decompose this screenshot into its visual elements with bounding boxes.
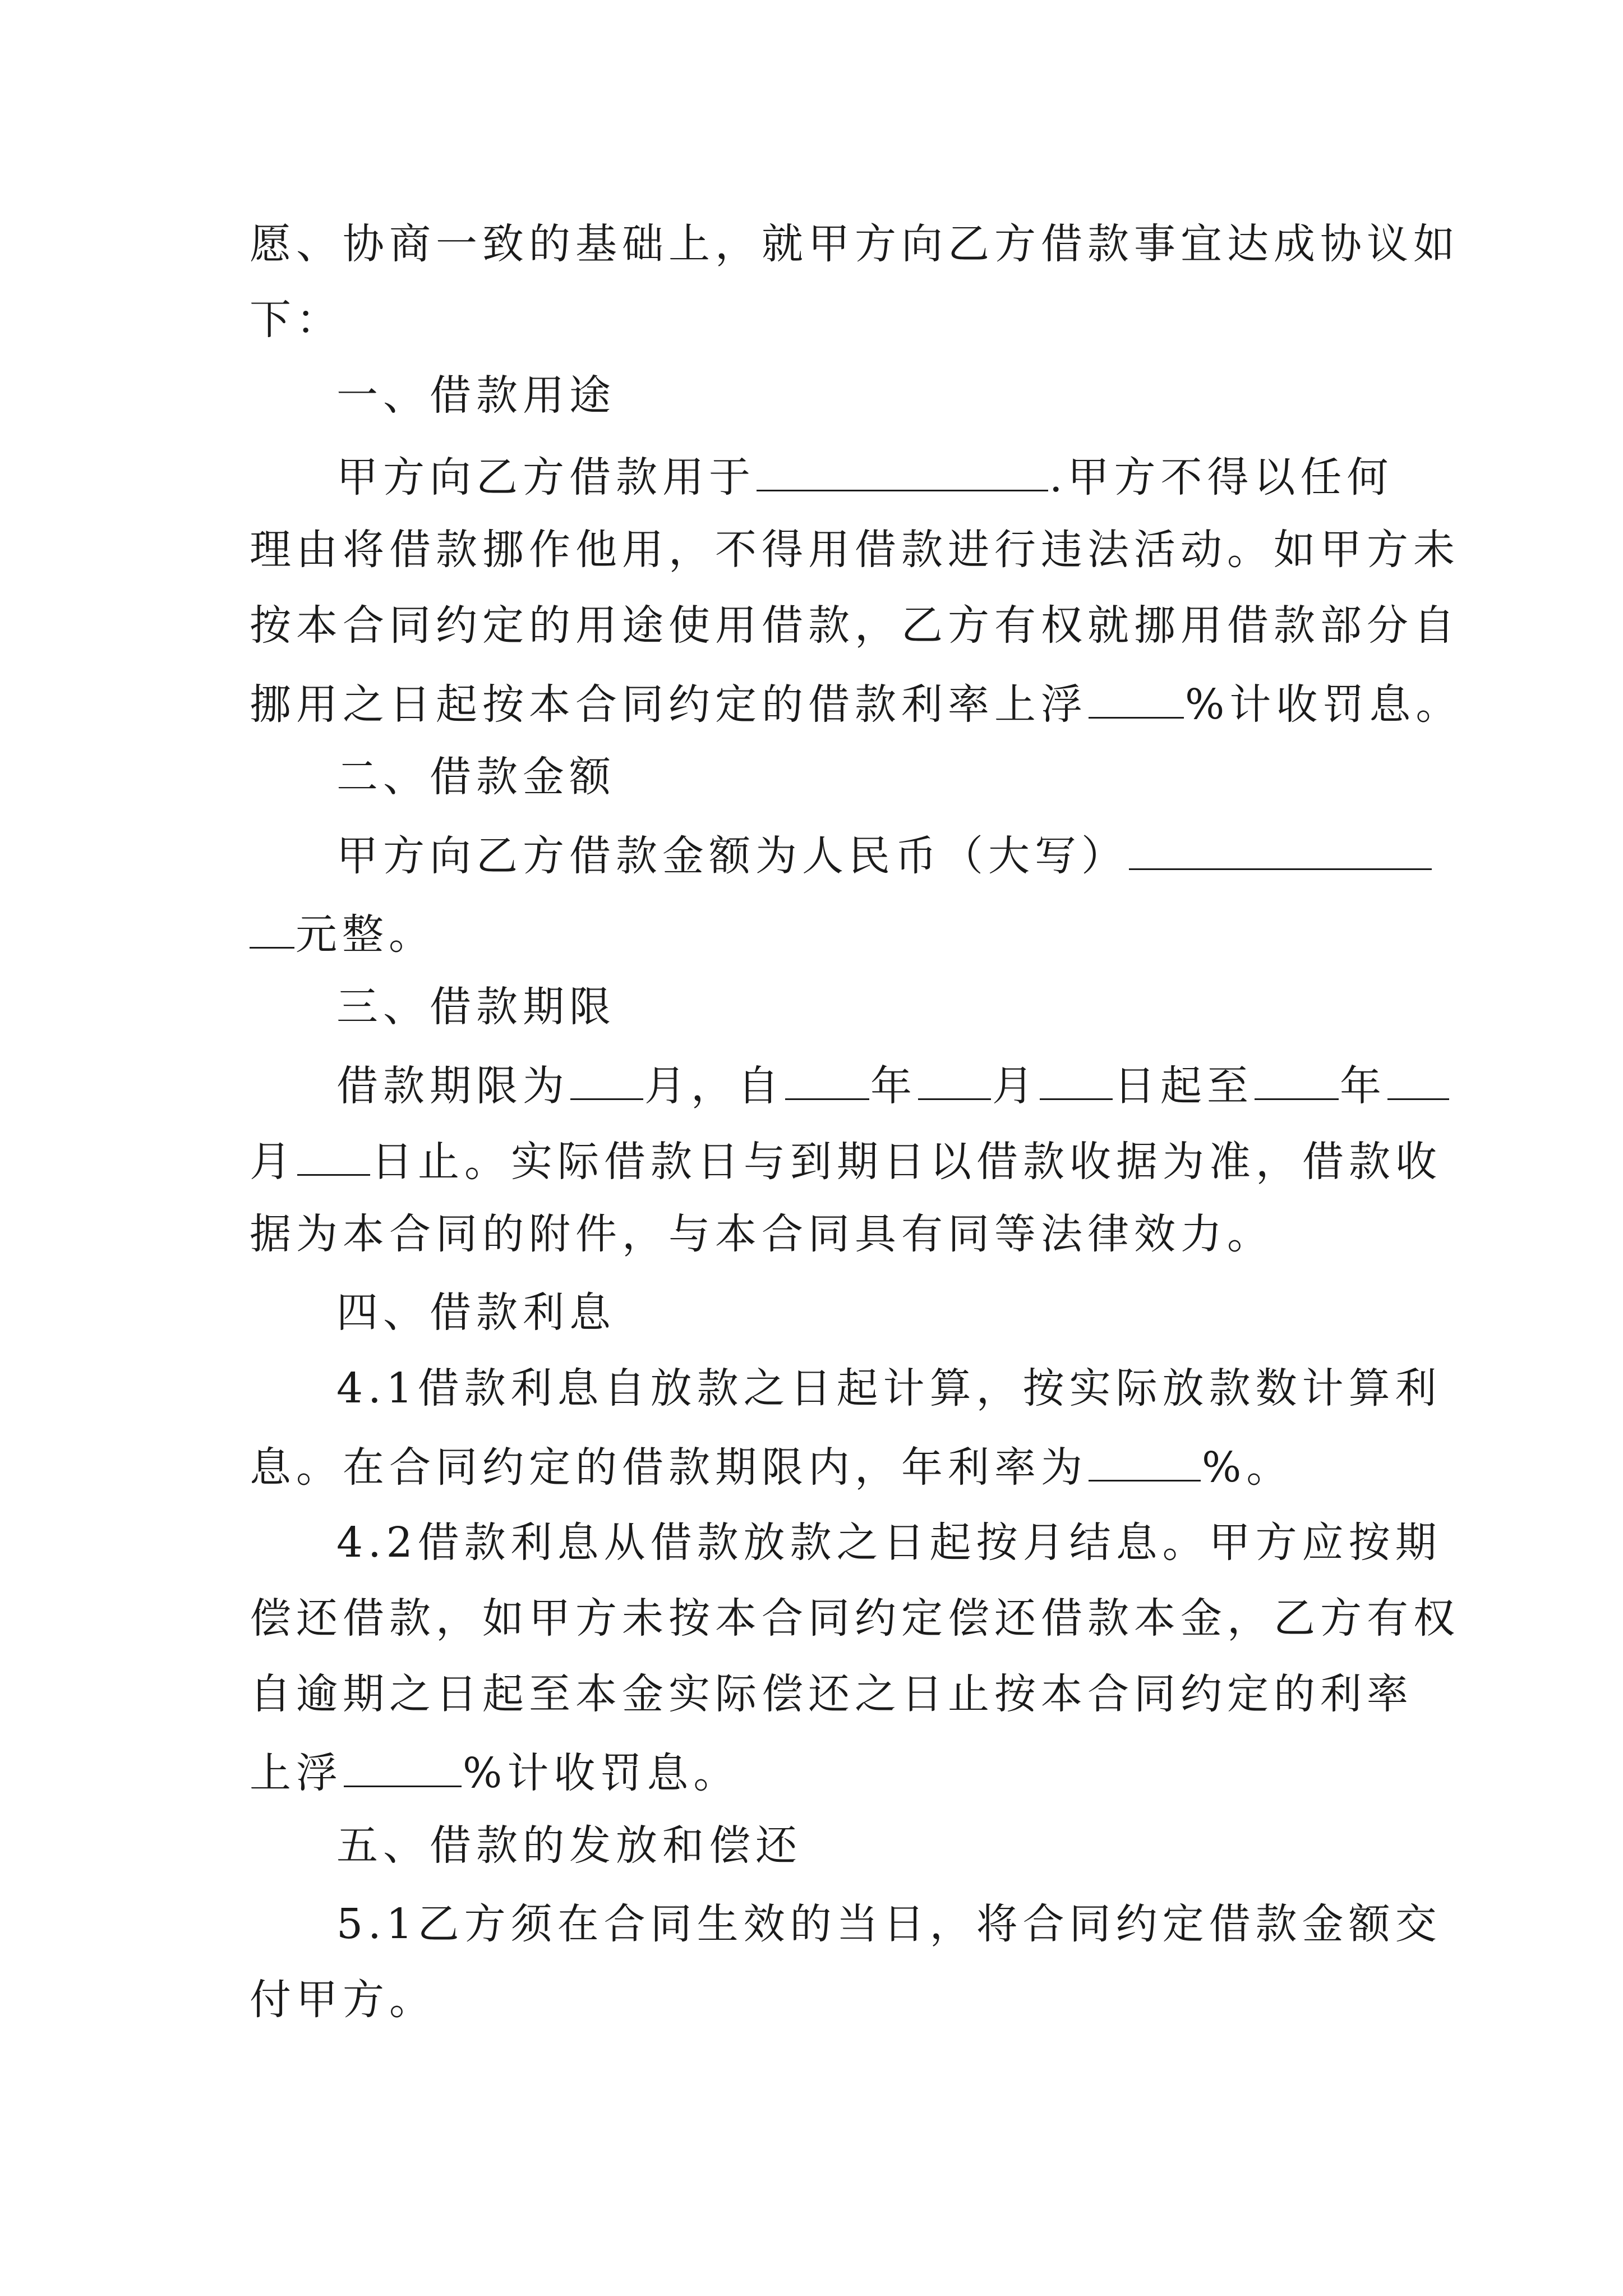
text-segment: 日起至 <box>1114 1062 1253 1110</box>
text-line: 愿、协商一致的基础上，就甲方向乙方借款事宜达成协议如 <box>250 220 1460 268</box>
text-line <box>250 1742 1394 1801</box>
text-line: 自逾期之日起至本金实际偿还之日止按本合同约定的利率 <box>250 1670 1413 1718</box>
blank-field-amount[interactable] <box>1129 825 1432 870</box>
text-line <box>250 903 1394 963</box>
text-segment: 月 <box>992 1062 1039 1110</box>
section-heading-interest: 四、借款利息 <box>336 1289 616 1337</box>
text-segment: 月 <box>250 1138 296 1186</box>
text-line: 偿还借款，如甲方未按本合同约定偿还借款本金，乙方有权 <box>250 1594 1460 1642</box>
section-heading-disbursement: 五、借款的发放和偿还 <box>336 1821 802 1870</box>
blank-field-start-day[interactable] <box>1040 1055 1113 1100</box>
text-line: 5.1乙方须在合同生效的当日，将合同约定借款金额交 <box>336 1900 1442 1948</box>
text-line <box>250 673 1463 733</box>
blank-field-purpose[interactable] <box>757 446 1048 491</box>
text-line: 下： <box>250 296 343 344</box>
text-line: 4.2借款利息从借款放款之日起按月结息。甲方应按期 <box>336 1519 1442 1567</box>
blank-field-start-year[interactable] <box>785 1055 869 1100</box>
text-segment: 借款期限为 <box>336 1062 569 1110</box>
text-segment: %。 <box>1202 1443 1293 1492</box>
blank-field-annual-rate[interactable] <box>1089 1436 1201 1481</box>
section-heading-term: 三、借款期限 <box>336 983 616 1031</box>
text-line <box>336 825 1481 884</box>
text-line <box>336 446 1481 505</box>
blank-field-end-day[interactable] <box>297 1130 370 1176</box>
text-segment: .甲方不得以任何 <box>1049 453 1394 501</box>
text-segment: 上浮 <box>250 1749 343 1797</box>
section-heading-amount: 二、借款金额 <box>336 753 616 801</box>
text-segment: 甲方向乙方借款用于 <box>336 453 755 501</box>
text-segment: 元整。 <box>296 910 435 959</box>
text-segment: 年 <box>870 1062 917 1110</box>
text-segment: 挪用之日起按本合同约定的借款利率上浮 <box>250 680 1087 729</box>
text-line <box>250 1436 1394 1496</box>
blank-field-penalty-rate[interactable] <box>1089 673 1184 719</box>
section-heading-purpose: 一、借款用途 <box>336 371 616 420</box>
text-segment: 息。在合同约定的借款期限内，年利率为 <box>250 1443 1087 1492</box>
blank-field-term-months[interactable] <box>570 1055 643 1100</box>
text-line <box>336 1055 1481 1114</box>
text-line: 按本合同约定的用途使用借款，乙方有权就挪用借款部分自 <box>250 601 1460 650</box>
text-segment: 日止。实际借款日与到期日以借款收据为准，借款收 <box>371 1138 1442 1186</box>
text-line: 据为本合同的附件，与本合同具有同等法律效力。 <box>250 1210 1274 1258</box>
blank-field-amount-cont[interactable] <box>250 903 294 949</box>
text-line: 4.1借款利息自放款之日起计算，按实际放款数计算利 <box>336 1364 1442 1412</box>
text-line <box>250 1130 1442 1190</box>
blank-field-overdue-rate[interactable] <box>344 1742 462 1787</box>
text-segment: 甲方向乙方借款金额为人民币（大写） <box>336 832 1128 880</box>
blank-field-start-month[interactable] <box>918 1055 991 1100</box>
text-line: 理由将借款挪作他用，不得用借款进行违法活动。如甲方未 <box>250 526 1460 574</box>
blank-field-end-year[interactable] <box>1255 1055 1339 1100</box>
text-segment: %计收罚息。 <box>463 1749 740 1797</box>
text-segment: %计收罚息。 <box>1185 680 1463 729</box>
blank-field-end-month[interactable] <box>1387 1055 1449 1100</box>
text-segment: 年 <box>1340 1062 1386 1110</box>
text-segment: 月，自 <box>644 1062 784 1110</box>
text-line: 付甲方。 <box>250 1976 436 2024</box>
